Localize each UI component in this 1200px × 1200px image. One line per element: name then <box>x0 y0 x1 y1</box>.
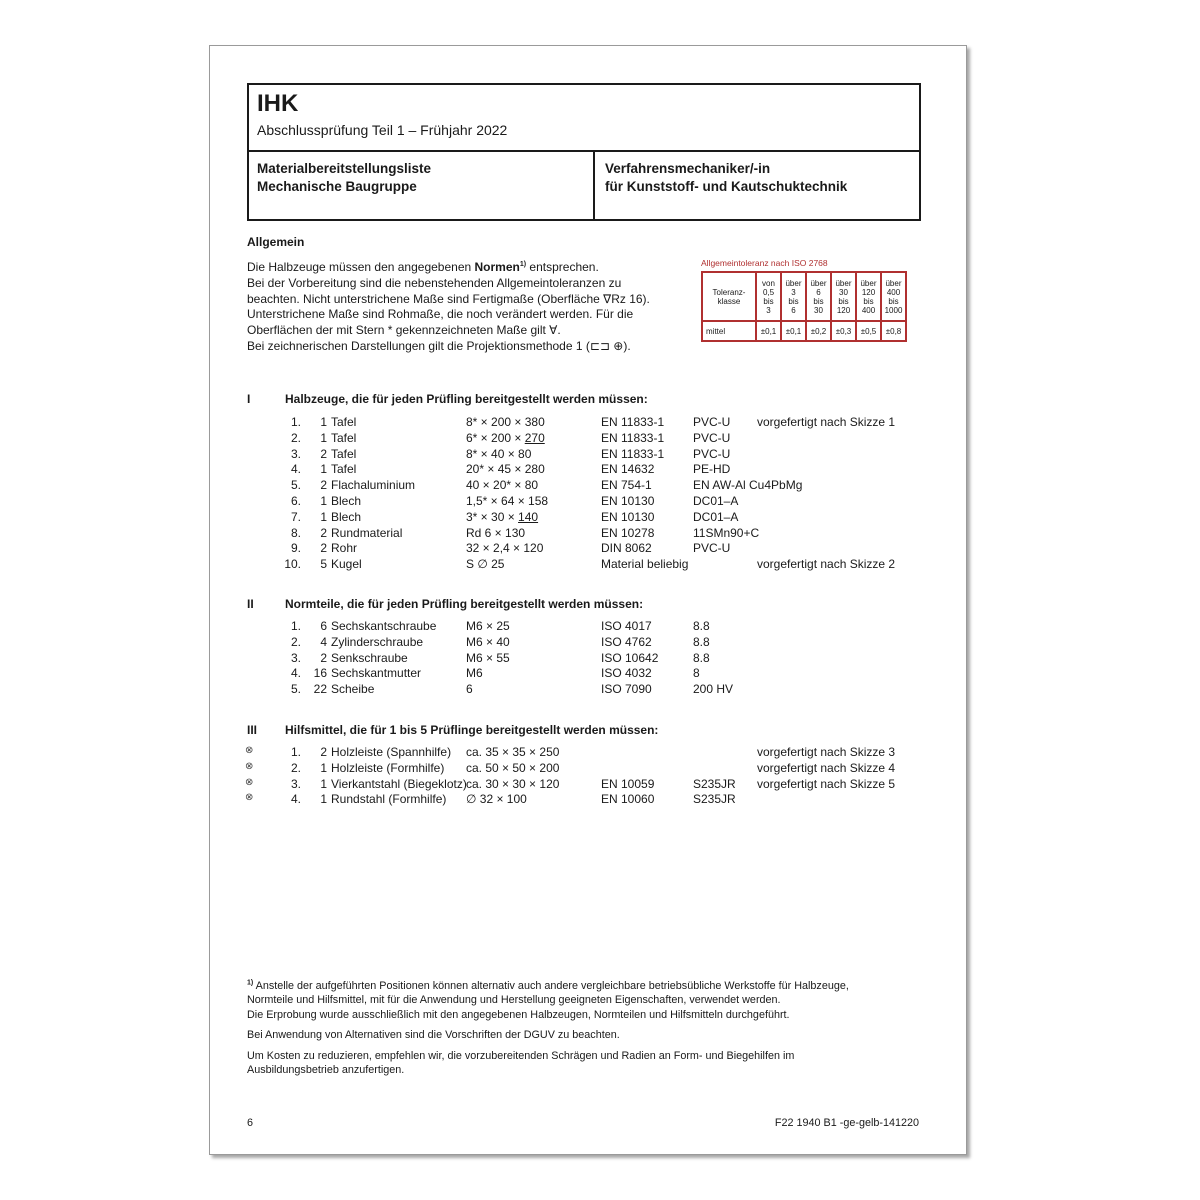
row-dimensions: Rd 6 × 130 <box>466 525 526 540</box>
tolerance-value: ±0,3 <box>831 321 856 341</box>
row-marker-icon: ⊗ <box>245 760 254 772</box>
row-description: Senkschraube <box>331 650 408 665</box>
general-line-2: Bei der Vorbereitung sind die nebenstehenden Allgemeintoleranzen zu <box>247 275 622 290</box>
general-line-4: Unterstrichene Maße sind Rohmaße, die noch verändert werden. Für die <box>247 307 634 322</box>
row-note: vorgefertigt nach Skizze 5 <box>757 776 896 791</box>
row-description: Holzleiste (Spannhilfe) <box>331 745 452 759</box>
row-description: Tafel <box>331 415 357 429</box>
row-quantity: 1 <box>320 776 327 791</box>
row-quantity: 5 <box>320 557 327 572</box>
row-dimensions: 3* × 30 × 140 <box>466 509 539 524</box>
footnote-1: $^{1)}$ Anstelle der aufgeführten Positionen können alternativ auch andere vergleichbare betriebsübliche Werkstoffe für Halbzeuge, Normteile und Hilfsmittel, mit für die Anwendung und Herstellung geeigneten Eigenschaften, verwendet werden. Die Erprobung wurde ausschließlich mit den angegebenen Halbzeugen, Normteilen und Hilfsmitteln durchgeführt. <box>247 979 849 1021</box>
tolerance-class-name: mittel <box>702 321 756 341</box>
row-material: 8.8 <box>693 650 710 665</box>
row-marker-icon: ⊗ <box>245 776 254 788</box>
row-quantity: 1 <box>320 430 327 445</box>
tolerance-value: ±0,1 <box>781 321 806 341</box>
general-heading: Allgemein <box>247 235 305 249</box>
row-material: PVC-U <box>693 415 731 429</box>
row-dimensions: S ∅ 25 <box>466 557 505 572</box>
row-norm: EN 10130 <box>601 509 655 524</box>
row-quantity: 1 <box>320 792 327 807</box>
row-quantity: 2 <box>320 446 327 461</box>
row-norm: EN 754-1 <box>601 478 652 493</box>
row-description: Tafel <box>331 462 357 477</box>
row-dimensions: M6 × 55 <box>466 650 510 665</box>
general-line-6: Bei zeichnerischen Darstellungen gilt die Projektionsmethode 1 (⊏⊐ ⊕). <box>247 338 631 353</box>
general-line-1: Die Halbzeuge müssen den angegebenen Normen$^{1)}$ entsprechen. <box>247 260 599 274</box>
row-note: vorgefertigt nach Skizze 3 <box>757 745 896 759</box>
row-marker-icon: ⊗ <box>245 745 254 756</box>
row-number: 5. <box>290 682 301 697</box>
org-title: IHK <box>257 90 299 117</box>
row-number: 1. <box>290 619 301 633</box>
row-material: 200 HV <box>693 682 734 697</box>
row-material: S235JR <box>693 776 736 791</box>
row-description: Tafel <box>331 430 357 445</box>
exam-title: Abschlussprüfung Teil 1 – Frühjahr 2022 <box>257 122 508 138</box>
row-material: PE-HD <box>693 462 731 477</box>
row-number: 4. <box>290 462 301 477</box>
row-description: Zylinderschraube <box>331 634 424 649</box>
row-material: 8 <box>693 666 700 681</box>
row-material: PVC-U <box>693 541 731 556</box>
list-title: Materialbereitstellungsliste <box>257 161 432 176</box>
range-cell: über 3 bis 6 <box>781 272 806 321</box>
row-dimensions: 6* × 200 × 270 <box>466 430 545 445</box>
assembly-title: Mechanische Baugruppe <box>257 179 417 194</box>
tolerance-value: ±0,2 <box>806 321 831 341</box>
row-number: 3. <box>290 650 301 665</box>
range-cell: über 400 bis 1000 <box>881 272 906 321</box>
row-marker-icon: ⊗ <box>245 792 254 804</box>
range-cell: von 0,5 bis 3 <box>756 272 781 321</box>
row-material: 8.8 <box>693 619 710 633</box>
row-quantity: 2 <box>320 541 327 556</box>
row-description: Rohr <box>331 541 358 556</box>
row-dimensions: ca. 35 × 35 × 250 <box>466 745 560 759</box>
row-description: Flachaluminium <box>331 478 416 493</box>
row-norm: EN 10278 <box>601 525 655 540</box>
range-cell: über 6 bis 30 <box>806 272 831 321</box>
row-description: Blech <box>331 493 362 508</box>
row-note: vorgefertigt nach Skizze 2 <box>757 557 896 572</box>
header-box <box>247 83 921 221</box>
header-top <box>249 85 919 152</box>
tolerance-class-label: Toleranz- klasse <box>702 272 756 321</box>
tolerance-grid <box>701 271 907 342</box>
tolerance-value: ±0,1 <box>756 321 781 341</box>
row-number: 5. <box>290 478 301 493</box>
row-dimensions: 6 <box>466 682 473 697</box>
row-description: Blech <box>331 509 362 524</box>
row-norm: ISO 7090 <box>601 682 652 697</box>
row-material: PVC-U <box>693 446 731 461</box>
row-quantity: 1 <box>320 509 327 524</box>
row-description: Scheibe <box>331 682 375 697</box>
row-dimensions: 20* × 45 × 280 <box>466 462 545 477</box>
row-material: DC01–A <box>693 509 739 524</box>
row-number: 9. <box>290 541 301 556</box>
footnote-2: Bei Anwendung von Alternativen sind die Vorschriften der DGUV zu beachten. <box>247 1029 620 1042</box>
row-description: Rundstahl (Formhilfe) <box>331 792 447 807</box>
row-number: 4. <box>290 666 301 681</box>
row-quantity: 1 <box>320 493 327 508</box>
profession-subtitle: für Kunststoff- und Kautschuktechnik <box>605 179 848 194</box>
row-material: 11SMn90+C <box>693 525 760 540</box>
row-description: Tafel <box>331 446 357 461</box>
row-material: DC01–A <box>693 493 739 508</box>
row-norm: ISO 4032 <box>601 666 652 681</box>
row-quantity: 1 <box>320 462 327 477</box>
row-material: 8.8 <box>693 634 710 649</box>
list-title-cell <box>249 152 595 219</box>
row-description: Sechskantschraube <box>331 619 437 633</box>
row-material: EN AW-Al Cu4PbMg <box>693 478 803 493</box>
row-norm: EN 11833-1 <box>601 446 665 461</box>
row-quantity: 2 <box>320 478 327 493</box>
range-cell: über 120 bis 400 <box>856 272 881 321</box>
row-dimensions: 32 × 2,4 × 120 <box>466 541 544 556</box>
footnote-3: Um Kosten zu reduzieren, empfehlen wir, die vorzubereitenden Schrägen und Radien an Form- und Biegehilfen im Ausbildungsbetrieb anzufertigen. <box>247 1049 795 1077</box>
row-dimensions: 8* × 40 × 80 <box>466 446 532 461</box>
row-quantity: 4 <box>320 634 327 649</box>
row-dimensions: ca. 30 × 30 × 120 <box>466 776 560 791</box>
row-note: vorgefertigt nach Skizze 4 <box>757 760 896 775</box>
row-norm: ISO 4017 <box>601 619 652 633</box>
row-number: 2. <box>290 430 301 445</box>
row-dimensions: M6 × 40 <box>466 634 510 649</box>
tolerance-table <box>701 258 921 342</box>
row-description: Rundmaterial <box>331 525 403 540</box>
range-cell: über 30 bis 120 <box>831 272 856 321</box>
row-norm: EN 11833-1 <box>601 430 665 445</box>
row-norm: EN 10130 <box>601 493 655 508</box>
general-line-5: Oberflächen der mit Stern * gekennzeichneten Maße gilt ∀. <box>247 323 561 338</box>
row-norm: ISO 4762 <box>601 634 652 649</box>
row-quantity: 2 <box>320 650 327 665</box>
row-quantity: 6 <box>320 619 327 633</box>
tolerance-caption: Allgemeintoleranz nach ISO 2768 <box>701 258 828 268</box>
general-text <box>247 257 650 355</box>
row-norm: DIN 8062 <box>601 541 652 556</box>
row-number: 3. <box>290 446 301 461</box>
row-number: 4. <box>290 792 301 807</box>
row-quantity: 22 <box>313 682 327 697</box>
row-number: 10. <box>284 557 301 572</box>
row-description: Holzleiste (Formhilfe) <box>331 760 445 775</box>
row-norm: EN 14632 <box>601 462 655 477</box>
row-norm: Material beliebig <box>601 557 689 572</box>
row-dimensions: M6 <box>466 666 483 681</box>
document-page: IHK Abschlussprüfung Teil 1 – Frühjahr 2022 Materialbereitstellungsliste Mechanische Baugruppe Verfahrensmechaniker/-in für Kunststoff- und Kautschuktechnik Allgemein Die Halbzeuge müssen den angegebenen Normen$^{1)}$ entsprechen. Bei der Vorbereitung sind die nebenstehenden Allgemeintoleranzen zu beachten. Nicht unterstrichene Maße sind Fertigmaße (Oberfläche ∇Rz 16). Unterstrichene Maße sind Rohmaße, die noch verändert werden. Für die Oberflächen der mit Stern * gekennzeichneten Maße gilt ∀. Bei zeichnerischen Darstellungen gilt die Projektionsmethode 1 (⊏⊐ ⊕). Allgemeintoleranz nach ISO 2768 Toleranz- klasse von 0,5 bis 3 über 3 bis 6 über 6 bis 30 über 30 bis 120 über 120 bis 400 über 400 bis 1000 mittel ±0,1 ±0,1 ±0,2 ±0,3 ±0,5 ±0,8 I Halbzeuge, die für jeden Prüfling bereitgestellt werden müssen: 1. 1 Tafel 8* × 200 × 380 EN 11833-1 PVC-U vorgefertigt nach Skizze 1 2. 1 Tafel 6* × 200 × 270 EN 11833-1 PVC-U 3. 2 Tafel 8* × 40 × 80 EN 11833-1 PVC-U 4. 1 Tafel 20* × 45 × 280 EN 14632 PE-HD 5. 2 Flachaluminium 40 × 20* × 80 EN 754-1 EN AW-Al Cu4PbMg 6. 1 Blech 1,5* × 64 × 158 EN 10130 DC01–A 7. 1 Blech 3* × 30 × 140 EN 10130 DC01–A 8. 2 Rundmaterial Rd 6 × 130 EN 10278 11SMn90+C 9. 2 Rohr 32 × 2,4 × 120 DIN 8062 PVC-U 10. 5 Kugel S ∅ 25 Material beliebig vorgefertigt nach Skizze 2 II Normteile, die für jeden Prüfling bereitgestellt werden müssen: 1. 6 Sechskantschraube M6 × 25 ISO 4017 8.8 2. 4 Zylinderschraube M6 × 40 ISO 4762 8.8 3. 2 Senkschraube M6 × 55 ISO 10642 8.8 4. 16 Sechskantmutter M6 ISO 4032 8 5. 22 Scheibe 6 ISO 7090 200 HV III Hilfsmittel, die für 1 bis 5 Prüflinge bereitgestellt werden müssen: ⊗ 1. 2 Holzleiste (Spannhilfe) ca. 35 × 35 × 250 vorgefertigt nach Skizze 3 ⊗ 2. 1 Holzleiste (Formhilfe) ca. 50 × 50 × 200 vorgefertigt nach Skizze 4 ⊗ 3. 1 Vierkantstahl (Biegeklotz) ca. 30 × 30 × 120 EN 10059 S235JR vorgefertigt nach Skizze 5 ⊗ 4. 1 Rundstahl (Formhilfe) ∅ 32 × 100 EN 10060 S235JR $^{1)}$ Anstelle der aufgeführten Positionen können alternativ auch andere vergleichbare betriebsübliche Werkstoffe für Halbzeuge, Normteile und Hilfsmittel, mit für die Anwendung und Herstellung geeigneten Eigenschaften, verwendet werden. Die Erprobung wurde ausschließlich mit den angegebenen Halbzeugen, Normteilen und Hilfsmitteln durchgeführt. Bei Anwendung von Alternativen sind die Vorschriften der DGUV zu beachten. Um Kosten zu reduzieren, empfehlen wir, die vorzubereitenden Schrägen und Radien an Form- und Biegehilfen im Ausbildungsbetrieb anzufertigen. 6 F22 1940 B1 -ge-gelb-141220 <box>209 45 967 1155</box>
row-number: 8. <box>290 525 301 540</box>
tolerance-value: ±0,8 <box>881 321 906 341</box>
row-dimensions: 8* × 200 × 380 <box>466 415 545 429</box>
row-note: vorgefertigt nach Skizze 1 <box>757 415 896 429</box>
profession-title: Verfahrensmechaniker/-in <box>605 161 771 176</box>
row-dimensions: M6 × 25 <box>466 619 510 633</box>
general-line-3: beachten. Nicht unterstrichene Maße sind Fertigmaße (Oberfläche ∇Rz 16). <box>247 291 650 306</box>
row-number: 1. <box>290 745 301 759</box>
row-norm: EN 10060 <box>601 792 655 807</box>
row-norm: EN 10059 <box>601 776 655 791</box>
row-description: Vierkantstahl (Biegeklotz) <box>331 776 467 791</box>
row-dimensions: ca. 50 × 50 × 200 <box>466 760 560 775</box>
row-norm: EN 11833-1 <box>601 415 665 429</box>
row-dimensions: 1,5* × 64 × 158 <box>466 493 549 508</box>
row-quantity: 2 <box>320 745 327 759</box>
row-number: 3. <box>290 776 301 791</box>
row-material: S235JR <box>693 792 736 807</box>
row-number: 7. <box>290 509 301 524</box>
row-norm: ISO 10642 <box>601 650 659 665</box>
row-number: 1. <box>290 415 301 429</box>
row-quantity: 1 <box>320 760 327 775</box>
row-dimensions: 40 × 20* × 80 <box>466 478 539 493</box>
row-number: 2. <box>290 760 301 775</box>
row-dimensions: ∅ 32 × 100 <box>466 792 527 807</box>
footnotes <box>247 976 927 1084</box>
document-code: F22 1940 B1 -ge-gelb-141220 <box>774 1117 919 1129</box>
row-quantity: 2 <box>320 525 327 540</box>
row-quantity: 16 <box>313 666 327 681</box>
page-number: 6 <box>247 1117 254 1129</box>
row-number: 6. <box>290 493 301 508</box>
row-description: Kugel <box>331 557 362 572</box>
row-quantity: 1 <box>320 415 327 429</box>
tolerance-value: ±0,5 <box>856 321 881 341</box>
row-description: Sechskantmutter <box>331 666 422 681</box>
row-material: PVC-U <box>693 430 731 445</box>
row-number: 2. <box>290 634 301 649</box>
profession-cell <box>597 152 919 219</box>
